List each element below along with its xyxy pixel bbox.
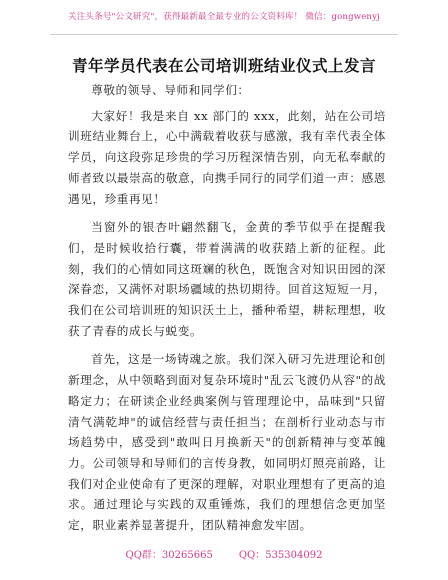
salutation: 尊敬的领导、导师和同学们：	[91, 83, 250, 97]
footer-qq: QQ：535304092	[238, 550, 323, 561]
footer-qq-group: QQ群：30265665	[125, 550, 213, 561]
header-divider	[50, 34, 398, 35]
paragraph-1: 大家好！我是来自 xx 部门的 xxx，此刻，站在公司培训班结业舞台上，心中满载着收获与感激，我有幸代表全体学员，向这段弥足珍贵的学习历程深情告别，向无私奉献的师者致以最崇高的敬意，向携手同行的同学们道一声：感恩遇见，珍重再见！	[68, 108, 386, 206]
document-body	[68, 80, 386, 544]
header-banner: 关注头条号"公文研究"，获得最新最全最专业的公文资料库！ 微信：gongwenyj	[68, 12, 380, 22]
paragraph-3: 首先，这是一场铸魂之旅。我们深入研习先进理论和创新理念，从中领略到面对复杂环境时"乱云飞渡仍从容"的战略定力；在研读企业经典案例与管理理论中，品味到"只留清气满乾坤"的诚信经营与责任担当；在剖析行业动态与市场趋势中，感受到"敢叫日月换新天"的创新精神与变革魄力。公司领导和导师们的言传身教，如同明灯照亮前路，让我们对企业使命有了更深的理解，对职业理想有了更高的追求。通过理论与实践的双重锤炼，我们的理想信念更加坚定，职业素养显著提升，团队精神愈发牢固。	[68, 352, 386, 533]
footer-contact	[0, 546, 448, 561]
paragraph-2: 当窗外的银杏叶翩然翻飞，金黄的季节似乎在提醒我们，是时候收拾行囊，带着满满的收获踏上新的征程。此刻，我们的心情如同这斑斓的秋色，既饱含对知识田园的深深眷恋，又满怀对职场疆域的热切期待。回首这短短一月，我们在公司培训班的知识沃土上，播种希望，耕耘理想，收获了青春的成长与蜕变。	[68, 220, 386, 338]
document-title: 青年学员代表在公司培训班结业仪式上发言	[71, 57, 376, 75]
